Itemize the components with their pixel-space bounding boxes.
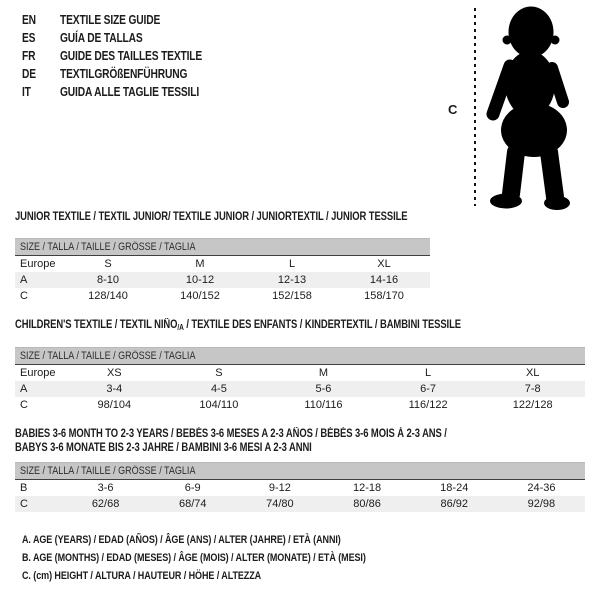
note-a: A. AGE (YEARS) / EDAD (AÑOS) / ÂGE (ANS) / ALTER (JAHRE) / ETÀ (ANNI) (22, 534, 341, 546)
note-b: B. AGE (MONTHS) / EDAD (MESES) / ÂGE (MOIS) / ALTER (MONATE) / ETÀ (MESI) (22, 552, 366, 564)
table-row: C 62/68 68/74 74/80 80/86 86/92 92/98 (15, 496, 585, 512)
babies-section-title: BABIES 3-6 MONTH TO 2-3 YEARS / BEBÉS 3-6 MESES A 2-3 AÑOS / BÉBÉS 3-6 MOIS À 2-3 ANS / BABYS 3-6 MONATE BIS 2-3 JAHRE / BAMBINI 3-6 MESI A 2-3 ANNI (15, 428, 447, 454)
junior-section-title: JUNIOR TEXTILE / TEXTIL JUNIOR/ TEXTILE JUNIOR / JUNIORTEXTIL / JUNIOR TESSILE (15, 211, 408, 223)
language-title-list (22, 11, 233, 101)
lang-title-en: TEXTILE SIZE GUIDE (60, 13, 161, 27)
babies-size-table (15, 462, 585, 512)
language-row-fr (22, 47, 233, 65)
row-label: C (20, 498, 28, 510)
row-label: C (20, 290, 28, 302)
baby-silhouette (486, 4, 580, 212)
height-measure-dotted-line (474, 8, 476, 206)
size-header-bar (15, 347, 585, 365)
legend-notes (22, 534, 441, 588)
note-c: C. (cm) HEIGHT / ALTURA / HAUTEUR / HÖHE / ALTEZZA (22, 570, 262, 582)
table-row: A 3-4 4-5 5-6 6-7 7-8 (15, 381, 585, 397)
lang-title-it: GUIDA ALLE TAGLIE TESSILI (60, 85, 200, 99)
table-row: B 3-6 6-9 9-12 12-18 18-24 24-36 (15, 480, 585, 496)
row-label: B (20, 482, 28, 494)
size-header-bar (15, 238, 430, 256)
table-row: Europe S M L XL (15, 256, 430, 272)
row-label: Europe (20, 258, 56, 270)
row-label: A (20, 274, 28, 286)
lang-code-fr: FR (22, 49, 36, 63)
table-row: C 128/140 140/152 152/158 158/170 (15, 288, 430, 304)
lang-title-es: GUÍA DE TALLAS (60, 31, 143, 45)
table-row: Europe XS S M L XL (15, 365, 585, 381)
children-section-title: CHILDREN'S TEXTILE / TEXTIL $NIÑO_{/A}$ / TEXTILE DES ENFANTS / KINDERTEXTIL / BAMBINI TESSILE (15, 319, 461, 332)
language-row-de (22, 65, 233, 83)
lang-code-en: EN (22, 13, 36, 27)
size-header-label: SIZE / TALLA / TAILLE / GRÖSSE / TAGLIA (20, 350, 196, 362)
junior-size-table (15, 238, 430, 304)
lang-code-de: DE (22, 67, 36, 81)
size-header-bar (15, 462, 585, 480)
size-header-label: SIZE / TALLA / TAILLE / GRÖSSE / TAGLIA (20, 241, 196, 253)
row-label: C (20, 399, 28, 411)
size-header-label: SIZE / TALLA / TAILLE / GRÖSSE / TAGLIA (20, 465, 196, 477)
table-row: C 98/104 104/110 110/116 116/122 122/128 (15, 397, 585, 413)
lang-title-fr: GUIDE DES TAILLES TEXTILE (60, 49, 203, 63)
lang-code-it: IT (22, 85, 31, 99)
language-row-en (22, 11, 233, 29)
lang-code-es: ES (22, 31, 36, 45)
row-label: A (20, 383, 28, 395)
table-row: A 8-10 10-12 12-13 14-16 (15, 272, 430, 288)
row-label: Europe (20, 367, 56, 379)
language-row-it (22, 83, 233, 101)
children-size-table (15, 347, 585, 413)
lang-title-de: TEXTILGRÖßENFÜHRUNG (60, 67, 188, 81)
height-measure-label: C (448, 102, 458, 117)
language-row-es (22, 29, 233, 47)
